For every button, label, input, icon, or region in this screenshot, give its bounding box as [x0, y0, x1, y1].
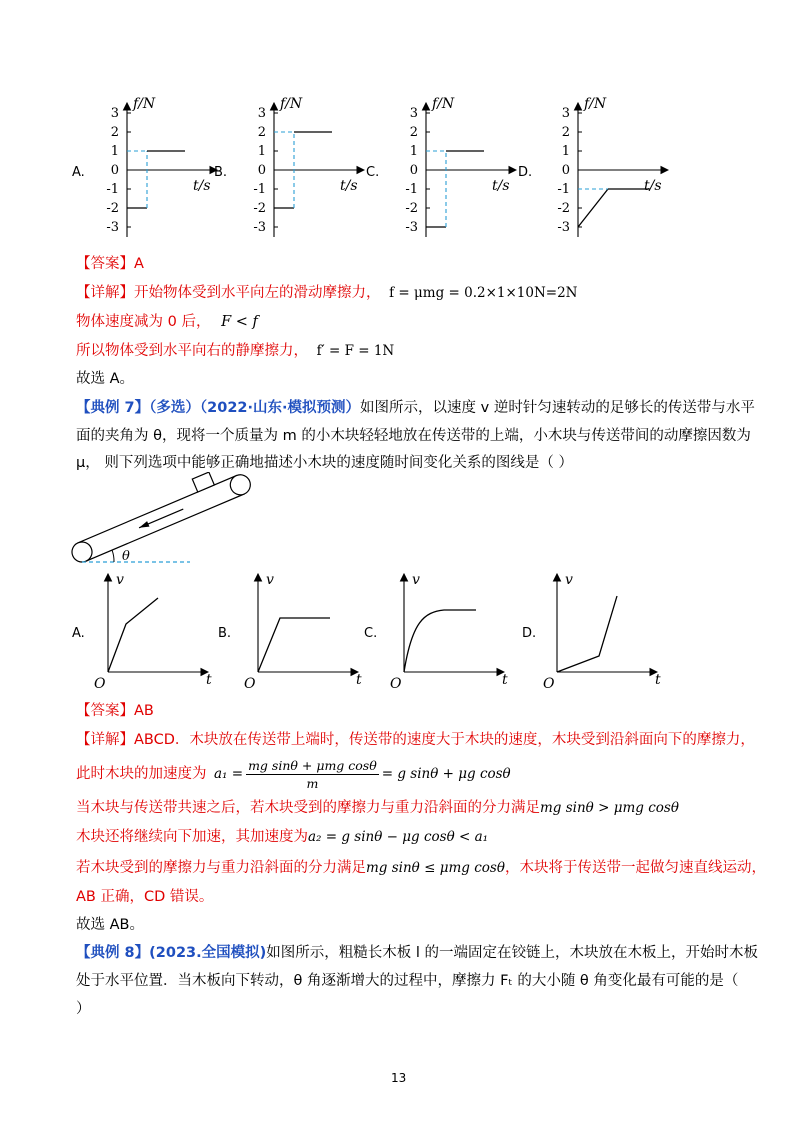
q7-detail-l4-eq: a₂ = g sinθ − μg cosθ < a₁ — [308, 829, 489, 845]
v-axis-label: v — [116, 572, 124, 588]
q6-conclusion: 故选 A。 — [76, 371, 135, 387]
vgraph-b-label: B. — [218, 626, 232, 641]
t-axis-label: t — [655, 672, 661, 688]
q6-line2-eq: F < f — [221, 314, 258, 330]
q7-detail-l3-eq: mg sinθ > μmg cosθ — [540, 800, 679, 816]
y-tick-label: -1 — [253, 182, 266, 197]
q7-eq-a1 — [214, 752, 511, 796]
angle-theta-label: θ — [122, 549, 130, 564]
velocity-curve — [557, 596, 617, 672]
q7-text-l2: 面的夹角为 θ，现将一个质量为 m 的小木块轻轻地放在传送带的上端，小木块与传送带间的动摩擦因数为 — [76, 428, 751, 444]
v-axis-label: v — [412, 572, 420, 588]
y-tick-label: 2 — [409, 125, 418, 140]
y-tick-label: 1 — [257, 144, 266, 159]
y-tick-label: -2 — [106, 201, 119, 216]
q6-detail-eq: f = μmg = 0.2×1×10N=2N — [389, 285, 578, 301]
origin-label: O — [543, 676, 555, 692]
friction-graphs-row — [0, 95, 800, 245]
y-tick-label: -2 — [405, 201, 418, 216]
q7-detail-l3-text: 当木块与传送带共速之后，若木块受到的摩擦力与重力沿斜面的分力满足 — [76, 800, 540, 816]
ft-graph-c — [405, 96, 516, 237]
origin-label: O — [94, 676, 106, 692]
y-tick-label: 2 — [257, 125, 266, 140]
x-axis-label: t/s — [340, 178, 358, 194]
q7-detail-l5-eq: mg sinθ ≤ μmg cosθ — [366, 860, 505, 876]
y-tick-label: 0 — [110, 163, 119, 178]
v-axis-label: v — [266, 572, 274, 588]
vgraph-d-label: D. — [522, 626, 537, 641]
vgraph-a-label: A. — [72, 626, 85, 641]
origin-label: O — [390, 676, 402, 692]
y-tick-label: -3 — [405, 220, 418, 235]
q7-answer: 【答案】AB — [76, 703, 154, 719]
y-tick-label: 0 — [257, 163, 266, 178]
q7-detail-l5a: 若木块受到的摩擦力与重力沿斜面的分力满足 — [76, 860, 366, 876]
q7-eq-a1-num: mg sinθ + μmg cosθ — [248, 757, 377, 773]
y-tick-label: -3 — [106, 220, 119, 235]
q7-text-l3: μ， 则下列选项中能够正确地描述小木块的速度随时间变化关系的图线是（ ） — [76, 455, 573, 471]
q6-line3-eq: f′ = F = 1N — [316, 343, 395, 359]
vt-graph-b — [244, 572, 362, 692]
q7-eq-a1-left: a₁ = — [214, 766, 244, 782]
t-axis-label: t — [502, 672, 508, 688]
y-tick-label: -3 — [253, 220, 266, 235]
q7-source: （2022·山东·模拟预测） — [199, 400, 361, 416]
y-axis-label: f/N — [280, 96, 303, 112]
y-tick-label: 2 — [110, 125, 119, 140]
graph-c-label: C. — [366, 165, 380, 180]
graph-d-label: D. — [518, 165, 533, 180]
vgraph-c-label: C. — [364, 626, 378, 641]
q6-line3 — [76, 341, 394, 361]
y-axis-label: f/N — [432, 96, 455, 112]
y-tick-label: -3 — [557, 220, 570, 235]
q7-eq-a1-den: m — [306, 775, 319, 791]
vt-graph-d — [543, 572, 661, 692]
q8-text-l1: 如图所示，粗糙长木板 l 的一端固定在铰链上，木块放在木板上，开始时木板 — [266, 945, 759, 961]
t-axis-label: t — [206, 672, 212, 688]
y-tick-label: 2 — [561, 125, 570, 140]
y-tick-label: 3 — [409, 106, 418, 121]
velocity-curve — [404, 610, 476, 672]
y-tick-label: 3 — [110, 106, 119, 121]
q7-line1 — [76, 398, 755, 418]
page-number: 13 — [391, 1071, 407, 1085]
ft-graph-b — [253, 96, 364, 237]
q7-text-l1: 如图所示，以速度 v 逆时针匀速转动的足够长的传送带与水平 — [360, 400, 755, 416]
q7-detail-l5 — [76, 858, 766, 878]
q7-detail-l3 — [76, 798, 679, 818]
y-tick-label: 3 — [257, 106, 266, 121]
velocity-graphs-row — [0, 568, 800, 693]
velocity-graphs-svg — [0, 568, 800, 693]
q8-text-l3: ） — [76, 1001, 91, 1017]
q6-line2 — [76, 312, 258, 332]
q6-line2-text: 物体速度减为 0 后， — [76, 314, 211, 330]
y-tick-label: 3 — [561, 106, 570, 121]
q7-detail-l2 — [76, 764, 207, 784]
origin-label: O — [244, 676, 256, 692]
ft-graph-a — [106, 96, 217, 237]
x-axis-label: t/s — [492, 178, 510, 194]
x-axis-label: t/s — [644, 178, 662, 194]
conveyor-figure — [70, 472, 260, 567]
ft-graph-d — [557, 96, 668, 237]
q7-eq-a1-fraction — [246, 757, 379, 792]
q6-answer: 【答案】A — [76, 256, 144, 272]
q7-detail-l4-text: 木块还将继续向下加速，其加速度为 — [76, 829, 308, 845]
t-axis-label: t — [356, 672, 362, 688]
q7-tag: 【典例 7】 — [76, 400, 150, 416]
q8-text-l2: 处于水平位置．当木板向下转动，θ 角逐渐增大的过程中，摩擦力 Fₜ 的大小随 θ 角变化最有可能的是（ — [76, 973, 739, 989]
conveyor-svg — [70, 472, 260, 567]
y-tick-label: -1 — [557, 182, 570, 197]
q6-line3-text: 所以物体受到水平向右的静摩擦力， — [76, 343, 308, 359]
vt-graph-a — [94, 572, 212, 692]
x-axis-label: t/s — [193, 178, 211, 194]
curve-rise — [578, 189, 608, 227]
vt-graph-c — [390, 572, 508, 692]
q8-line1 — [76, 943, 758, 963]
y-tick-label: 1 — [409, 144, 418, 159]
graph-b-label: B. — [214, 165, 228, 180]
q6-detail-text: 【详解】开始物体受到水平向左的滑动摩擦力， — [76, 285, 381, 301]
q7-detail-l2-text: 此时木块的加速度为 — [76, 766, 207, 782]
velocity-curve — [258, 618, 330, 672]
y-tick-label: -1 — [405, 182, 418, 197]
q7-detail-l5b: ，木块将于传送带一起做匀速直线运动， — [504, 860, 766, 876]
y-axis-label: f/N — [584, 96, 607, 112]
velocity-curve — [108, 598, 158, 672]
y-tick-label: -2 — [253, 201, 266, 216]
friction-graphs-svg — [0, 95, 800, 245]
y-tick-label: 0 — [409, 163, 418, 178]
y-axis-label: f/N — [133, 96, 156, 112]
v-axis-label: v — [565, 572, 573, 588]
q7-detail-l1: 【详解】ABCD．木块放在传送带上端时，传送带的速度大于木块的速度，木块受到沿斜面向下的摩擦力， — [76, 732, 755, 748]
q6-detail-line1 — [76, 283, 578, 303]
y-tick-label: 1 — [110, 144, 119, 159]
q7-multi: （多选） — [149, 400, 200, 416]
q7-detail-l6: AB 正确，CD 错误。 — [76, 889, 214, 905]
q7-eq-a1-right: = g sinθ + μg cosθ — [381, 766, 511, 782]
q7-detail-l4 — [76, 827, 488, 847]
q7-conclusion: 故选 AB。 — [76, 917, 144, 933]
y-tick-label: 1 — [561, 144, 570, 159]
graph-a-label: A. — [72, 165, 85, 180]
q8-source: (2023.全国模拟) — [149, 945, 267, 961]
y-tick-label: -2 — [557, 201, 570, 216]
q8-tag: 【典例 8】 — [76, 945, 150, 961]
y-tick-label: 0 — [561, 163, 570, 178]
y-tick-label: -1 — [106, 182, 119, 197]
